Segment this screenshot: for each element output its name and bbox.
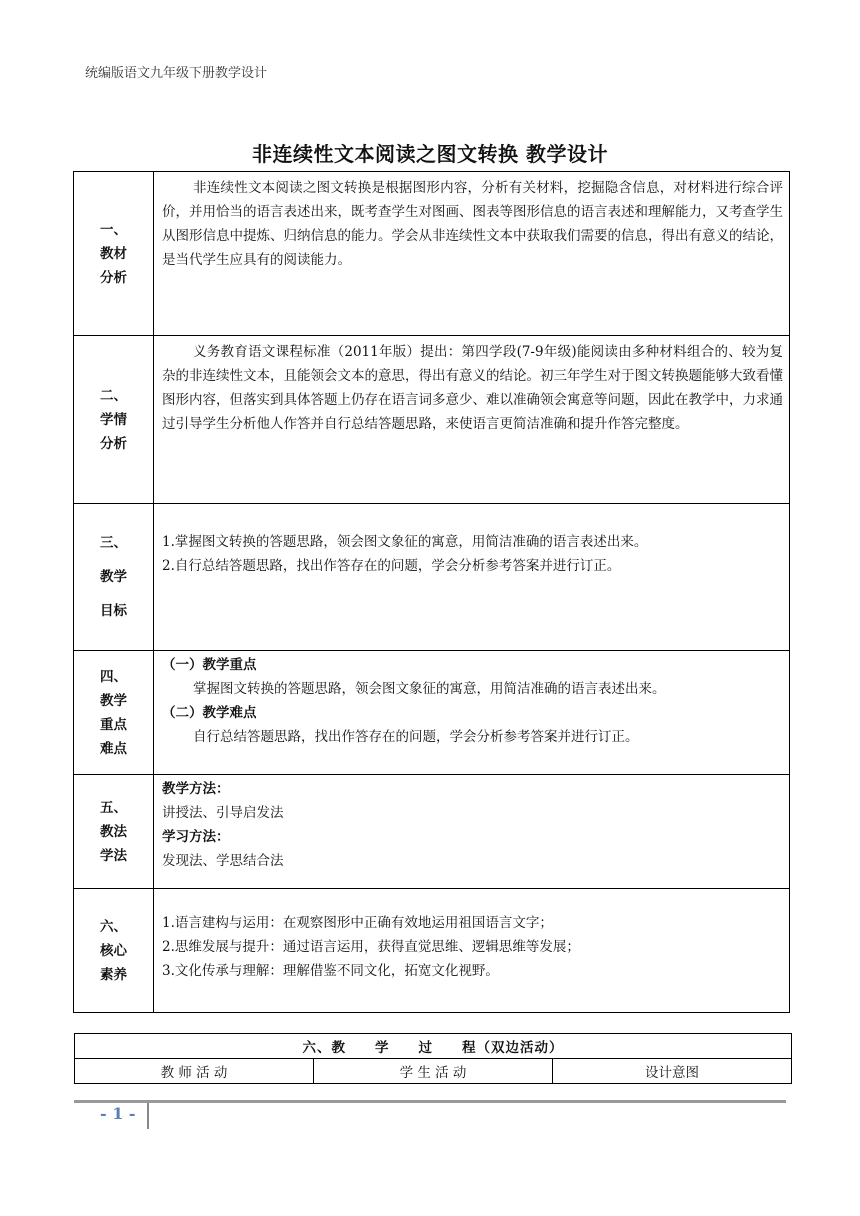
learning-method-title: 学习方法： [162,829,230,845]
column-design-intent: 设计意图 [553,1059,792,1084]
section-row-methods [74,775,790,889]
section-content [154,172,790,336]
section-row-keypoints [74,651,790,775]
section-label [74,889,154,1013]
label-line: 难点 [100,740,127,757]
section-row-goals [74,504,790,651]
label-line: 教材 [100,245,127,262]
design-table [73,171,790,1013]
label-line: 一、 [100,221,127,238]
section-label [74,336,154,504]
footer-divider [74,1100,786,1103]
label-line: 核心 [100,942,127,959]
content-paragraph: 非连续性文本阅读之图文转换是根据图形内容，分析有关材料，挖掘隐含信息，对材料进行综合评价，并用恰当的语言表述出来，既考查学生对图画、图表等图形信息的语言表述和理解能力，又考查学生从图形信息中提炼、归纳信息的能力。学会从非连续性文本中获取我们需要的信息，得出有意义的结论，是当代学生应具有的阅读能力。 [162,180,783,268]
process-title-row [75,1034,792,1059]
label-line: 六、 [100,918,127,935]
section-content [154,504,790,651]
label-line: 二、 [100,387,127,404]
learning-method-text: 发现法、学思结合法 [162,853,284,869]
key-title: （一）教学重点 [162,657,257,673]
label-line: 分析 [100,435,127,452]
teaching-method-title: 教学方法： [162,781,230,797]
page-number: - 1 - [100,1104,136,1123]
label-line: 教法 [100,823,127,840]
literacy-line: 3.文化传承与理解：理解借鉴不同文化，拓宽文化视野。 [162,963,499,979]
page-number-divider [147,1103,149,1129]
label-line: 教学 [100,569,127,585]
literacy-line: 2.思维发展与提升：通过语言运用，获得直觉思维、逻辑思维等发展； [162,939,580,955]
section-content [154,775,790,889]
section-row-material [74,172,790,336]
page-title: 非连续性文本阅读之图文转换 教学设计 [252,142,608,166]
label-line: 五、 [100,799,127,816]
label-line: 四、 [100,668,127,685]
difficulty-title: （二）教学难点 [162,705,257,721]
section-row-literacy [74,889,790,1013]
process-table [74,1033,792,1084]
process-header-row [75,1059,792,1084]
label-line: 重点 [100,716,127,733]
difficulty-text: 自行总结答题思路，找出作答存在的问题，学会分析参考答案并进行订正。 [193,729,639,745]
section-label [74,172,154,336]
label-line: 分析 [100,269,127,286]
content-paragraph: 义务教育语文课程标准（2011年版）提出：第四学段(7-9年级)能阅读由多种材料组合的、较为复杂的非连续性文本，且能领会文本的意思，得出有意义的结论。初三年学生对于图文转换题能够大致看懂图形内容，但落实到具体答题上仍存在语言词多意少、难以准确领会寓意等问题，因此在教学中，力求通过引导学生分析他人作答并自行总结答题思路，来使语言更简洁准确和提升作答完整度。 [162,344,783,432]
label-line: 学法 [100,847,127,864]
label-line: 学情 [100,411,127,428]
section-content [154,889,790,1013]
key-text: 掌握图文转换的答题思路，领会图文象征的寓意，用简洁准确的语言表述出来。 [193,681,666,697]
label-line: 教学 [100,692,127,709]
teaching-method-text: 讲授法、引导启发法 [162,805,284,821]
section-label [74,775,154,889]
section-label [74,504,154,651]
goal-line: 1.掌握图文转换的答题思路，领会图文象征的寓意，用简洁准确的语言表述出来。 [162,534,648,550]
section-label [74,651,154,775]
page-header: 统编版语文九年级下册教学设计 [85,66,268,81]
column-teacher-activity: 教 师 活 动 [75,1059,314,1084]
section-content [154,336,790,504]
column-student-activity: 学 生 活 动 [314,1059,553,1084]
label-line: 三、 [100,535,127,551]
process-title: 六、教 学 过 程（双边活动） [75,1034,792,1059]
goal-line: 2.自行总结答题思路，找出作答存在的问题，学会分析参考答案并进行订正。 [162,558,621,574]
section-row-students [74,336,790,504]
section-content [154,651,790,775]
label-line: 目标 [100,603,127,619]
literacy-line: 1.语言建构与运用：在观察图形中正确有效地运用祖国语言文字； [162,915,553,931]
label-line: 素养 [100,966,127,983]
